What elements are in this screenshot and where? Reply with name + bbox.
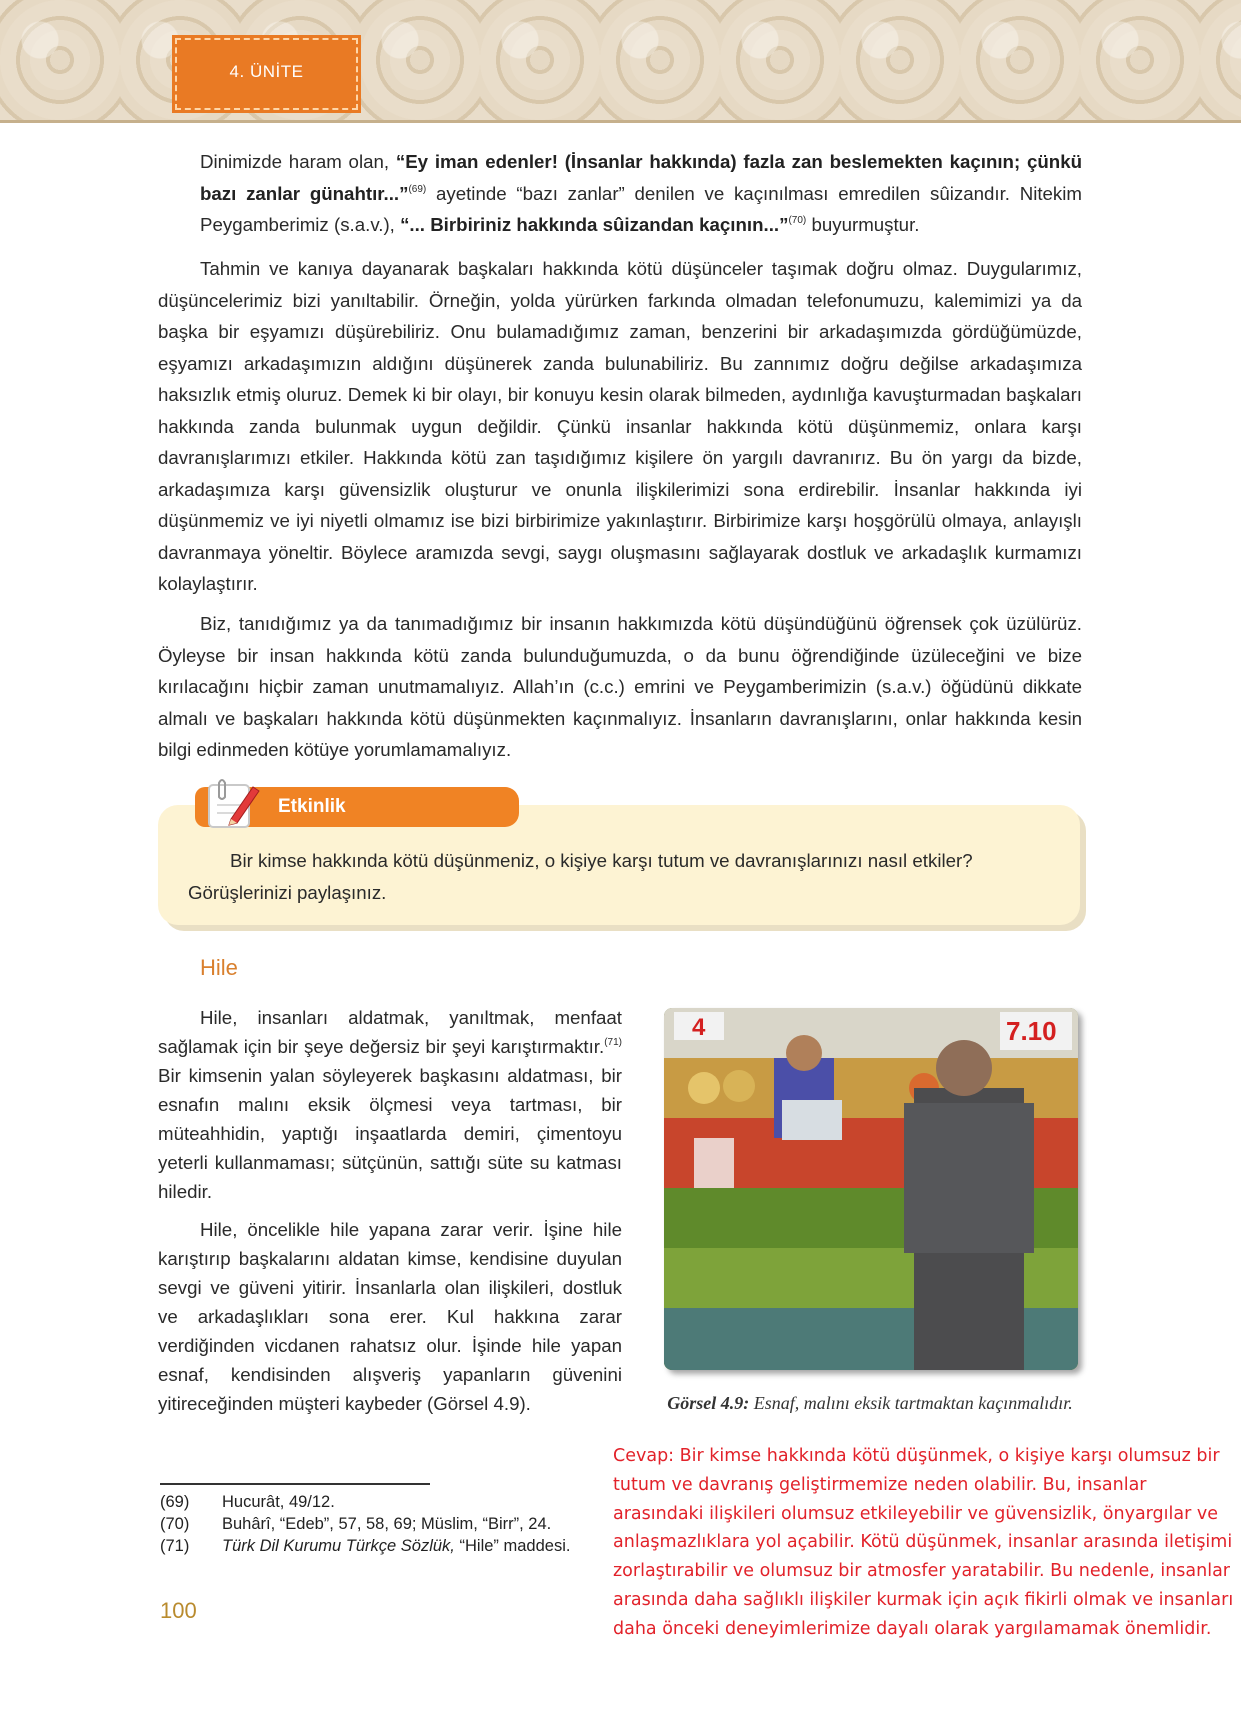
- unit-label: 4. ÜNİTE: [229, 62, 304, 81]
- intro-text-2: ayetinde “bazı zanlar” denilen ve kaçınılması emredilen sûizandır. Nitekim Peygamberimiz (s.a.v.),: [200, 182, 1082, 235]
- hile-text-1b: Bir kimsenin yalan söyleyerek başkasını aldatması, bir esnafın malını eksik ölçmesi veya tartması, bir müteahhidin, yaptığı inşaatlarda demiri, çimentoyu yeterli kullanmaması; sütçünün, sattığı süte su katması hiledir.: [158, 1065, 622, 1202]
- body-paragraph-2: Biz, tanıdığımız ya da tanımadığımız bir insanın hakkımızda kötü düşündüğünü öğrensek çok üzülürüz. Öyleyse bir insan hakkında kötü zanda bulunduğumuzda, o da bunu öğrendiğinde üzüleceğini ve bize kırılacağını hiçbir zaman unutmamalıyız. Allah’ın (c.c.) emrini ve Peygamberimizin (s.a.v.) öğüdünü dikkate almalı ve başkaları hakkında kötü düşünmekten kaçınmalıyız. İnsanların davranışlarını, onlar hakkında kesin bilgi edinmeden kötüye yorumlamamalıyız.: [158, 613, 1082, 760]
- scale: [782, 1100, 842, 1140]
- footnote-ref-70: (70): [788, 215, 807, 226]
- section-title-hile: Hile: [200, 955, 238, 980]
- intro-text-3: buyurmuştur.: [806, 214, 920, 235]
- intro-paragraph: [200, 146, 1082, 241]
- price-sign-right-text: 7.10: [1006, 1016, 1057, 1046]
- footnote-69: [160, 1492, 335, 1512]
- unit-tab: [175, 38, 358, 110]
- footnote-text: Hucurât, 49/12.: [222, 1493, 335, 1511]
- body-paragraph-1: Tahmin ve kanıya dayanarak başkaları hakkında kötü düşünceler taşımak doğru olmaz. Duygularımız, düşüncelerimiz bizi yanıltabilir. Örneğin, yolda yürürken farkında olmadan telefonumuzu, kalemimizi ya da başka bir eşyamızı düşürebiliriz. Onu bulamadığımız zaman, benzerini bir arkadaşımızda gördüğümüzde, eşyamızı arkadaşımızın aldığını düşünerek zanda bulunabiliriz. Bu zannımız doğru değilse arkadaşımıza haksızlık etmiş oluruz. Demek ki bir olayı, bir konuyu kesin olarak bilmeden, aydınlığa kavuşturmadan başkaları hakkında zanda bulunmak uygun değildir. Çünkü insanlar hakkında kötü düşünmemiz, onlara karşı davranışlarımızı etkiler. Hakkında kötü zan taşıdığımız kişilere ön yargılı davranırız. Bu ön yargı da bizde, arkadaşımıza karşı güvensizlik oluşturur ve onunla ilişkilerimizi sona erdirebilir. İnsanlar hakkında iyi düşünmemiz ve iyi niyetli olmamız ise bizi birbirimize yakınlaştırır. Birbirimize karşı hoşgörülü olmaya, anlayışlı davranmaya yöneltir. Böylece aramızda sevgi, saygı oluşmasını sağlayarak dostluk ve arkadaşlık kurmamızı kolaylaştırır.: [158, 258, 1082, 594]
- intro-text-1: Dinimizde haram olan,: [200, 151, 396, 172]
- footnote-divider: [160, 1483, 430, 1485]
- pencil-paper-icon: [205, 775, 263, 831]
- page-number: 100: [160, 1598, 197, 1623]
- footnote-71: [160, 1536, 570, 1556]
- price-sign-left-text: 4: [692, 1014, 706, 1041]
- footnote-number: (70): [160, 1515, 190, 1533]
- activity-label: Etkinlik: [278, 796, 346, 817]
- footnote-number: (69): [160, 1493, 190, 1511]
- handwritten-answer: Cevap: Bir kimse hakkında kötü düşünmek, o kişiye karşı olumsuz bir tutum ve davranış geliştirmemize neden olabilir. Bu, insanlar arasındaki ilişkileri olumsuz etkileyebilir ve güvensizlik, önyargılar ve anlaşmazlıklara yol açabilir. Kötü düşünmek, insanlar arasında iletişimi zorlaştırabilir ve olumsuz bir atmosfer yaratabilir. Bu nedenle, insanlar arasında daha sağlıklı ilişkiler kurmak için açık fikirli olmak ve insanları daha önceki deneyimlerimize dayalı olarak yargılamamak önemlidir.: [613, 1446, 1234, 1639]
- footnote-text: Buhârî, “Edeb”, 57, 58, 69; Müslim, “Birr”, 24.: [222, 1515, 552, 1533]
- hile-paragraph-1: [158, 1003, 622, 1206]
- footnote-ref-69: (69): [408, 183, 427, 195]
- footnote-70: [160, 1514, 551, 1534]
- activity-question: Bir kimse hakkında kötü düşünmeniz, o kişiye karşı tutum ve davranışlarınızı nasıl etkiler? Görüşlerinizi paylaşınız.: [188, 850, 973, 903]
- hile-paragraph-2: Hile, öncelikle hile yapana zarar verir. İşine hile karıştırıp başkalarını aldatan kimse, kendisine duyulan sevgi ve güveni yitirir. İnsanlarla olan ilişkileri, dostluk ve arkadaşlıkları sona erer. Kul hakkına zarar verdiğinden vicdanen rahatsız olur. İşinde hile yapan esnaf, kendisinden alışveriş yapanların güvenini yitireceğinden müşteri kaybeder (Görsel 4.9).: [158, 1219, 622, 1414]
- hadith-quote: “... Birbiriniz hakkında sûizandan kaçının...”: [400, 214, 789, 235]
- caption-text: Esnaf, malını eksik tartmaktan kaçınmalıdır.: [753, 1393, 1073, 1413]
- hile-text-1a: Hile, insanları aldatmak, yanıltmak, menfaat sağlamak için bir şeye değersiz bir şeyi karıştırmaktır.: [158, 1007, 622, 1057]
- verse-quote: “Ey iman edenler! (İnsanlar hakkında) fazla zan beslemekten kaçının; çünkü bazı zanlar günahtır...”: [200, 151, 1083, 204]
- market-photo: [664, 1008, 1078, 1370]
- caption-label: Görsel 4.9:: [667, 1393, 750, 1413]
- footnote-text: “Hile” maddesi.: [454, 1537, 571, 1555]
- figure-caption: [660, 1391, 1080, 1415]
- footnote-number: (71): [160, 1537, 190, 1555]
- footnote-ref-71: (71): [604, 1037, 622, 1048]
- footnote-italic-title: Türk Dil Kurumu Türkçe Sözlük,: [222, 1537, 455, 1555]
